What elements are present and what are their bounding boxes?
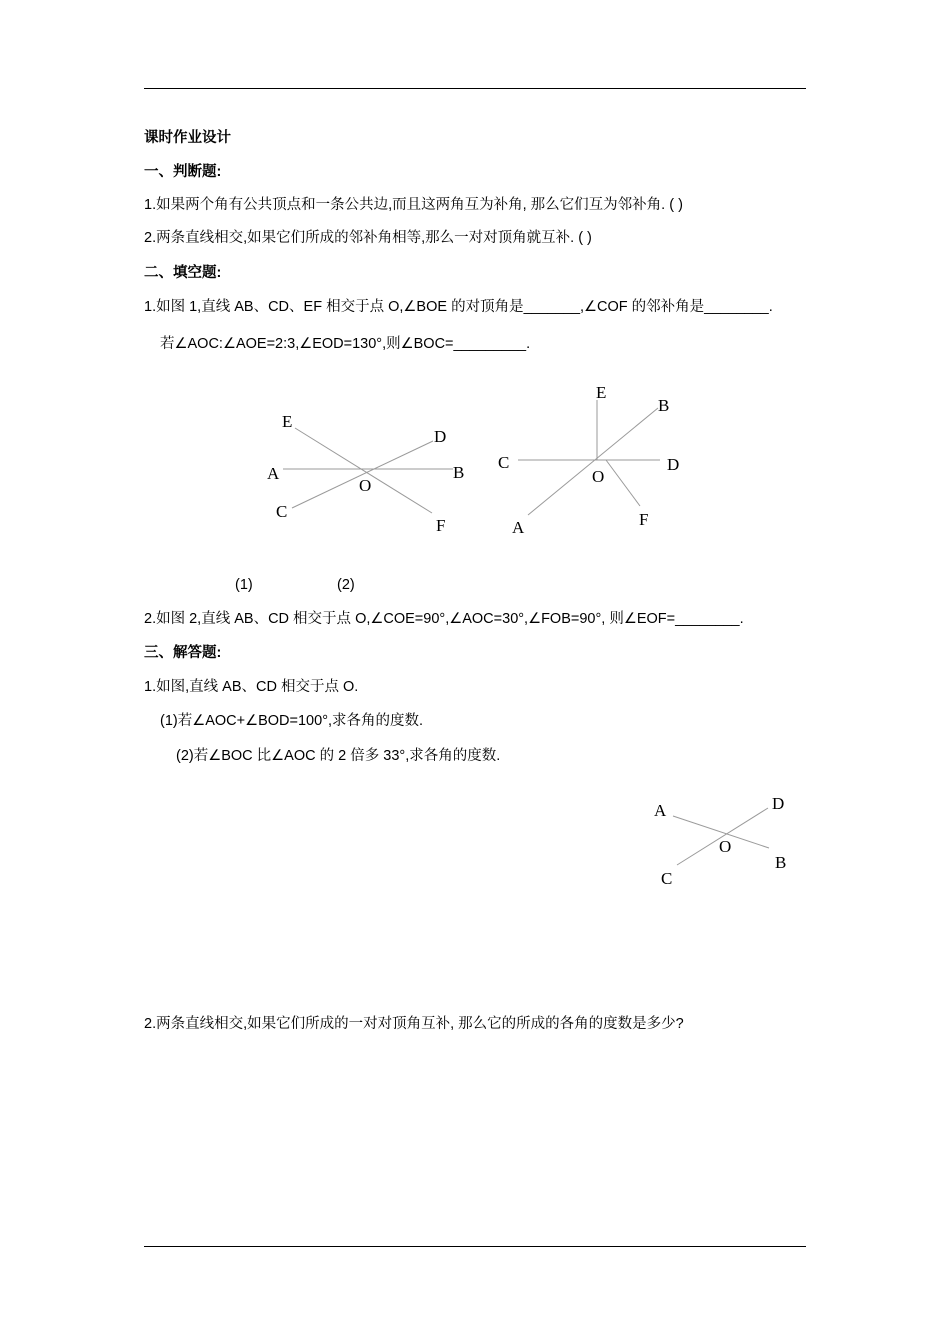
figure-1-label-c: C xyxy=(276,502,288,521)
figure-1-label-e: E xyxy=(282,412,293,431)
footer-rule xyxy=(144,1246,806,1247)
figure-2-diagram xyxy=(490,378,700,543)
answer-q2: 2.两条直线相交,如果它们所成的一对对顶角互补, 那么它的所成的各角的度数是多少? xyxy=(144,1016,684,1032)
page-title: 课时作业设计 xyxy=(144,130,231,146)
figure-1-label-d: D xyxy=(434,427,447,446)
figure-1-diagram xyxy=(250,395,490,545)
figure-1-line-cd xyxy=(292,441,433,508)
figure-1-caption: (1) xyxy=(235,577,253,593)
fill-blank-q2: 2.如图 2,直线 AB、CD 相交于点 O,∠COE=90°,∠AOC=30°,∠FOB=90°, 则∠EOF=________. xyxy=(144,611,744,627)
figure-2-label-a: A xyxy=(512,518,525,537)
answer-q1: 1.如图,直线 AB、CD 相交于点 O. xyxy=(144,679,359,695)
figure-2-label-e: E xyxy=(596,383,607,402)
figure-1-line-ef xyxy=(295,428,432,513)
figure-2-label-c: C xyxy=(498,453,510,472)
figure-3-label-b: B xyxy=(775,853,787,872)
figure-3-label-c: C xyxy=(661,869,673,888)
figure-2-caption: (2) xyxy=(337,577,355,593)
figure-3-label-d: D xyxy=(772,794,785,813)
figure-2-label-b: B xyxy=(658,396,670,415)
figure-1-label-b: B xyxy=(453,463,465,482)
figure-2-label-o: O xyxy=(592,467,605,486)
fill-blank-q1-line2: 若∠AOC:∠AOE=2:3,∠EOD=130°,则∠BOC=_________. xyxy=(160,336,531,352)
header-rule xyxy=(144,88,806,89)
figure-1-label-o: O xyxy=(359,476,372,495)
figure-2-line-ab xyxy=(528,408,658,515)
figure-2-label-d: D xyxy=(667,455,680,474)
section-heading-fill-blank: 二、填空题: xyxy=(144,265,222,281)
judgement-item-2: 2.两条直线相交,如果它们所成的邻补角相等,那么一对对顶角就互补. ( ) xyxy=(144,230,592,246)
answer-q1-part1: (1)若∠AOC+∠BOD=100°,求各角的度数. xyxy=(160,713,424,729)
figure-3-diagram xyxy=(645,790,805,895)
fill-blank-q1-line1: 1.如图 1,直线 AB、CD、EF 相交于点 O,∠BOE 的对顶角是_______,∠COF 的邻补角是________. xyxy=(144,299,773,315)
figure-2-label-f: F xyxy=(639,510,649,529)
figure-2-ray-of xyxy=(606,460,640,506)
section-heading-judgement: 一、判断题: xyxy=(144,164,222,180)
figure-3-label-o: O xyxy=(719,837,732,856)
answer-q1-part2: (2)若∠BOC 比∠AOC 的 2 倍多 33°,求各角的度数. xyxy=(176,748,501,764)
judgement-item-1: 1.如果两个角有公共顶点和一条公共边,而且这两角互为补角, 那么它们互为邻补角. ( ) xyxy=(144,197,683,213)
figure-1-label-f: F xyxy=(436,516,446,535)
section-heading-answer: 三、解答题: xyxy=(144,645,222,661)
figure-1-label-a: A xyxy=(267,464,280,483)
figure-3-label-a: A xyxy=(654,801,667,820)
